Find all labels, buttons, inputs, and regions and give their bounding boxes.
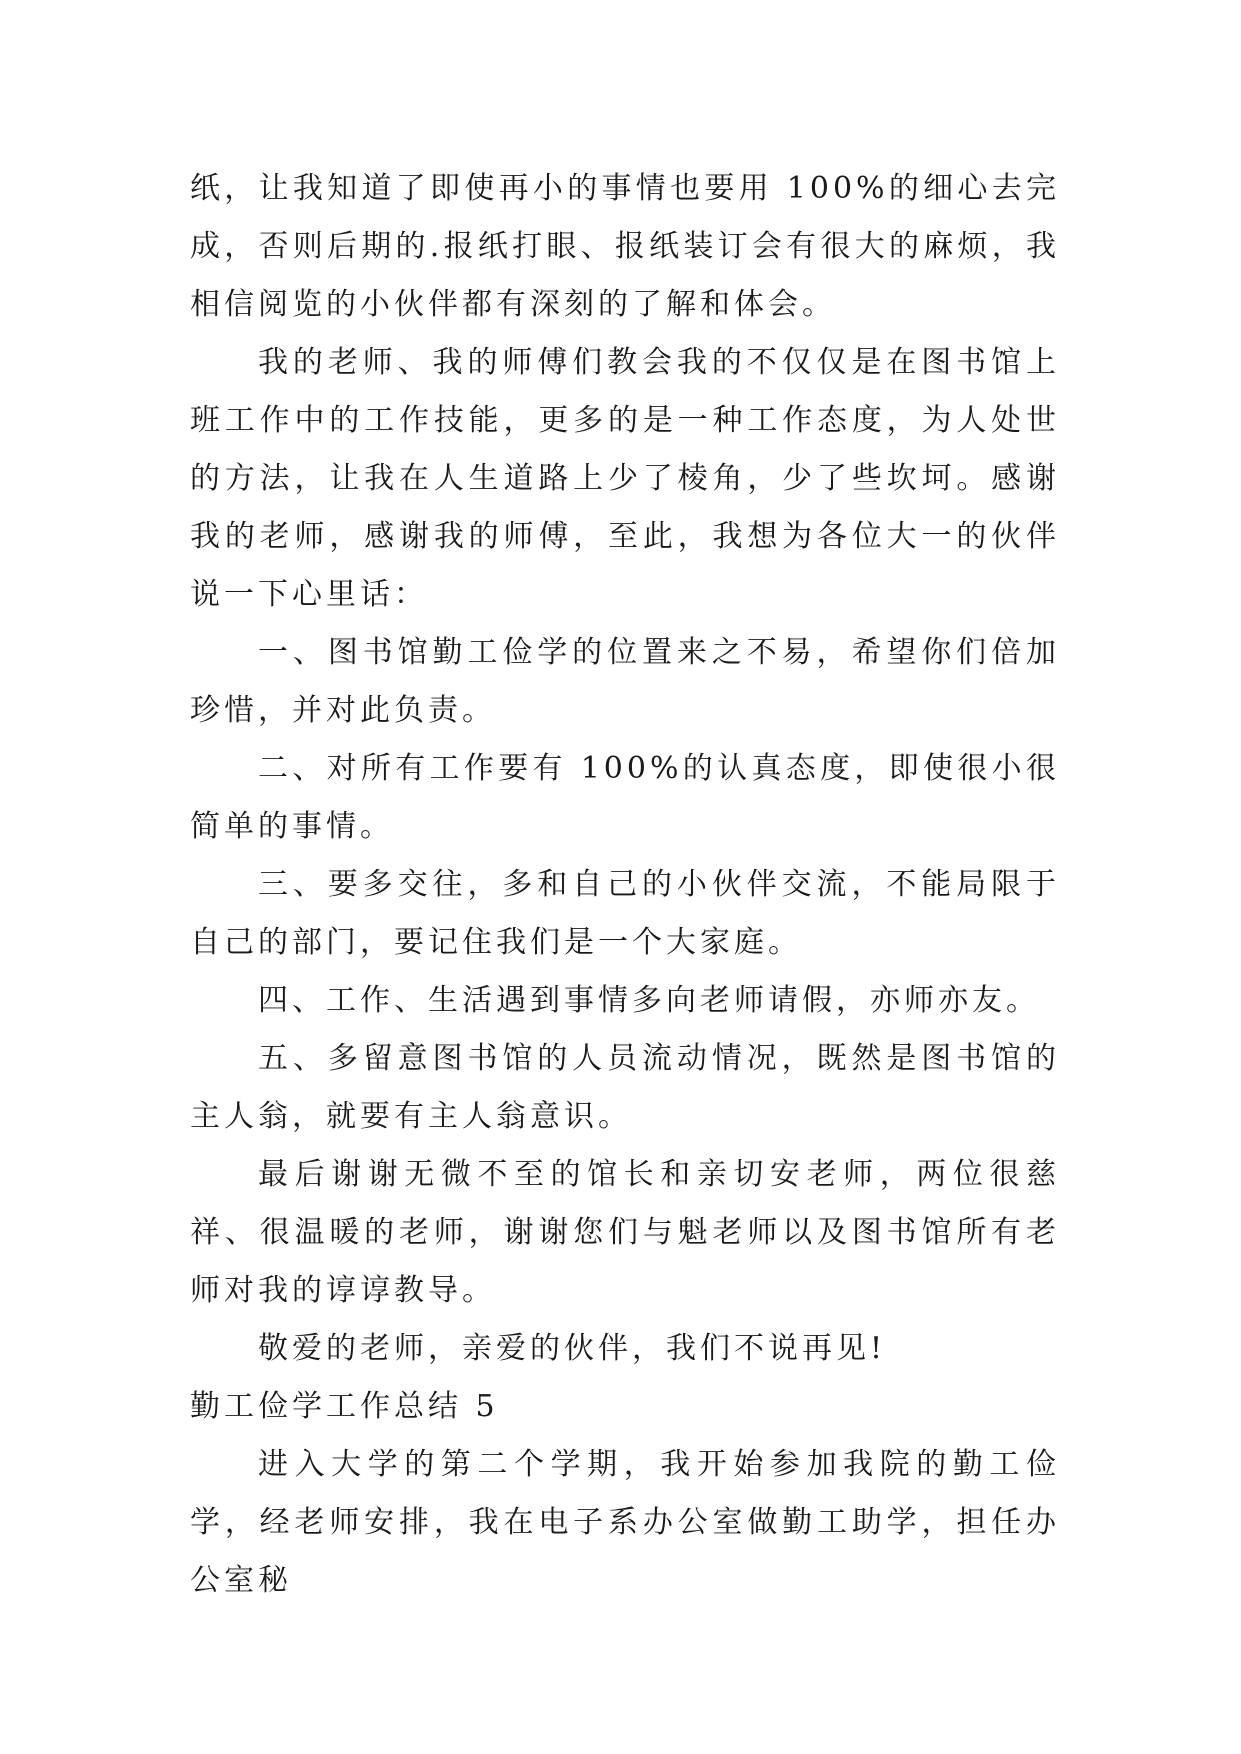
- paragraph-thanks: 最后谢谢无微不至的馆长和亲切安老师，两位很慈祥、很温暖的老师，谢谢您们与魁老师以及图书馆所有老师对我的谆谆教导。: [190, 1157, 1060, 1308]
- paragraph-continuation: 纸，让我知道了即使再小的事情也要用 100%的细心去完成，否则后期的.报纸打眼、报纸装订会有很大的麻烦，我相信阅览的小伙伴都有深刻的了解和体会。: [190, 171, 1060, 322]
- paragraph-advice-3: 三、要多交往，多和自己的小伙伴交流，不能局限于自己的部门，要记住我们是一个大家庭。: [190, 867, 1060, 960]
- document-body: [190, 160, 1060, 1610]
- paragraph-advice-1: 一、图书馆勤工俭学的位置来之不易，希望你们倍加珍惜，并对此负责。: [190, 635, 1060, 728]
- paragraph-advice-5: 五、多留意图书馆的人员流动情况，既然是图书馆的主人翁，就要有主人翁意识。: [190, 1041, 1060, 1134]
- paragraph-section-5-intro: 进入大学的第二个学期，我开始参加我院的勤工俭学，经老师安排，我在电子系办公室做勤工助学，担任办公室秘: [190, 1447, 1060, 1598]
- paragraph-teachers: 我的老师、我的师傅们教会我的不仅仅是在图书馆上班工作中的工作技能，更多的是一种工作态度，为人处世的方法，让我在人生道路上少了棱角，少了些坎坷。感谢我的老师，感谢我的师傅，至此，我想为各位大一的伙伴说一下心里话：: [190, 345, 1060, 612]
- paragraph-farewell: 敬爱的老师，亲爱的伙伴，我们不说再见!: [258, 1331, 887, 1366]
- paragraph-advice-2: 二、对所有工作要有 100%的认真态度，即使很小很简单的事情。: [190, 751, 1060, 844]
- paragraph-advice-4: 四、工作、生活遇到事情多向老师请假，亦师亦友。: [258, 983, 1040, 1018]
- section-heading: 勤工俭学工作总结 5: [190, 1389, 499, 1424]
